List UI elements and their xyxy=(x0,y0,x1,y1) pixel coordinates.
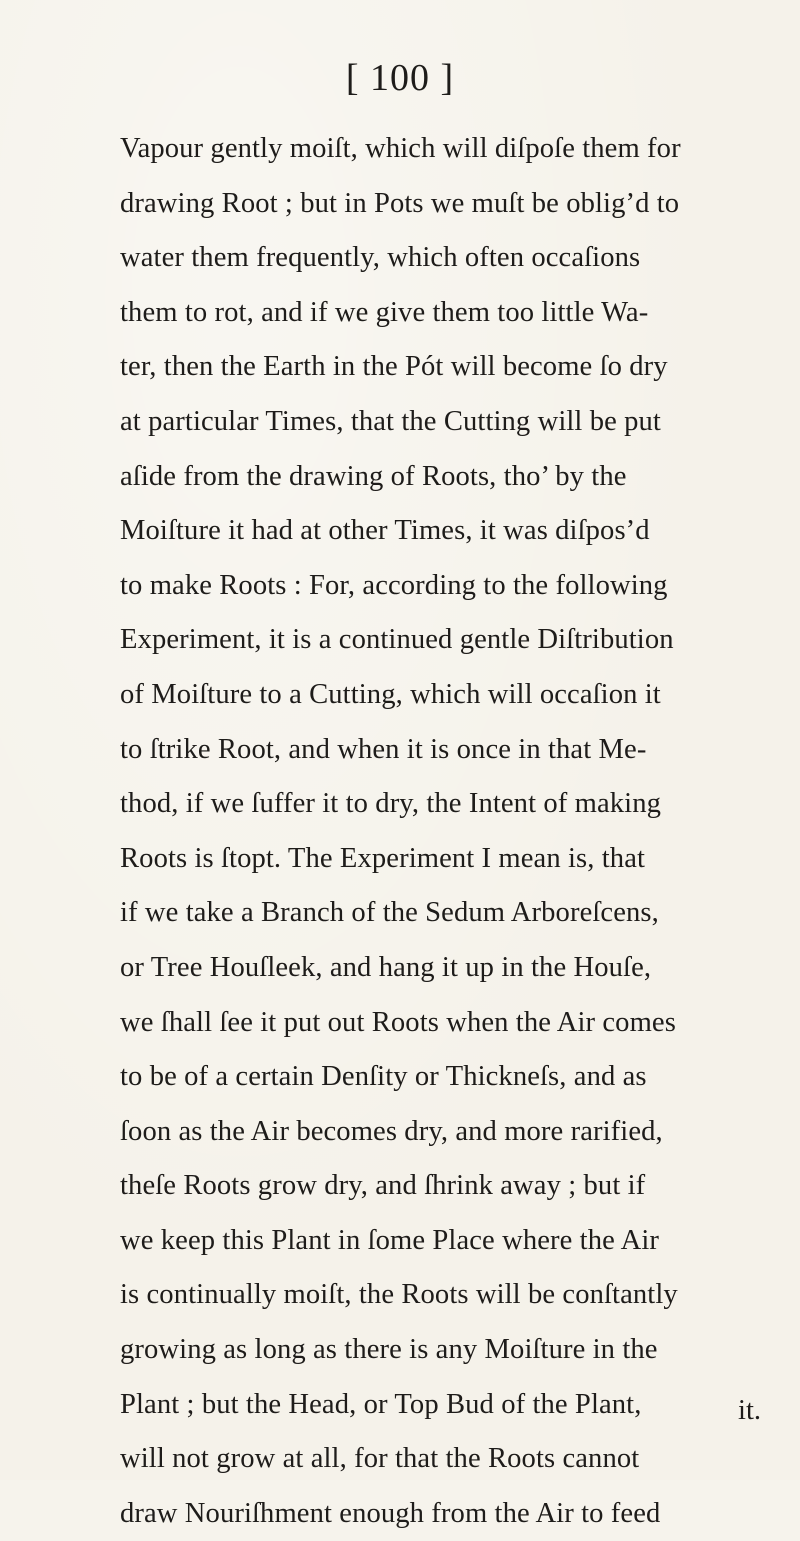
text-line: to ſtrike Root, and when it is once in that Me- xyxy=(120,733,647,765)
text-line: to be of a certain Denſity or Thickneſs, and as xyxy=(120,1061,647,1093)
text-line: ſoon as the Air becomes dry, and more rarified, xyxy=(120,1115,663,1147)
text-line: to make Roots : For, according to the following xyxy=(120,569,668,601)
page-number: [ 100 ] xyxy=(345,57,455,99)
text-line: theſe Roots grow dry, and ſhrink away ; but if xyxy=(120,1170,646,1202)
text-line: Experiment, it is a continued gentle Diſtribution xyxy=(120,624,674,656)
text-line: aſide from the drawing of Roots, tho’ by the xyxy=(120,460,627,492)
text-line: growing as long as there is any Moiſture in the xyxy=(120,1334,658,1366)
body-text xyxy=(120,122,800,1541)
text-line: is continually moiſt, the Roots will be conſtantly xyxy=(120,1279,678,1311)
text-line: Moiſture it had at other Times, it was diſpos’d xyxy=(120,515,650,547)
text-line: thod, if we ſuffer it to dry, the Intent of making xyxy=(120,788,662,820)
text-line: ter, then the Earth in the Pót will become ſo dry xyxy=(120,351,668,383)
catchword: it. xyxy=(738,1395,762,1426)
text-line: Plant ; but the Head, or Top Bud of the Plant, xyxy=(120,1388,642,1420)
text-line: them to rot, and if we give them too little Wa- xyxy=(120,296,649,328)
text-line: we ſhall ſee it put out Roots when the Air comes xyxy=(120,1006,676,1038)
text-line: of Moiſture to a Cutting, which will occaſion it xyxy=(120,678,661,710)
text-line: water them frequently, which often occaſions xyxy=(120,242,641,274)
text-line: draw Nouriſhment enough from the Air to feed xyxy=(120,1497,661,1529)
text-line: Vapour gently moiſt, which will diſpoſe them for xyxy=(120,133,681,164)
text-line: we keep this Plant in ſome Place where the Air xyxy=(120,1224,660,1256)
text-line: if we take a Branch of the Sedum Arboreſcens, xyxy=(120,897,659,929)
text-line: Roots is ſtopt. The Experiment I mean is, that xyxy=(120,842,646,874)
text-line: drawing Root ; but in Pots we muſt be oblig’d to xyxy=(120,187,680,219)
text-line: at particular Times, that the Cutting will be put xyxy=(120,405,661,437)
text-line: will not grow at all, for that the Roots cannot xyxy=(120,1443,640,1475)
text-line: or Tree Houſleek, and hang it up in the Houſe, xyxy=(120,951,652,983)
